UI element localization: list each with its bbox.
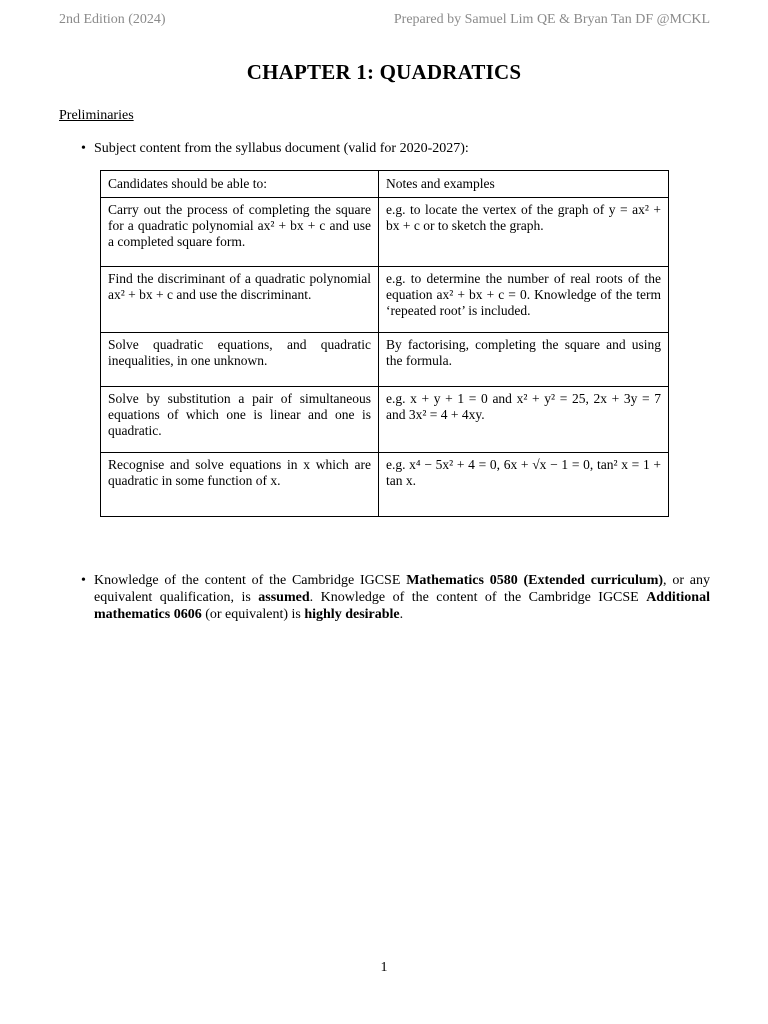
table-cell-notes: e.g. to determine the number of real roots of the equation ax² + bx + c = 0. Knowledge of the term ‘repeated root’ is included. <box>379 267 669 333</box>
table-row <box>101 453 669 517</box>
prereq-emphasis: assumed <box>258 590 310 605</box>
section-heading: Preliminaries <box>59 108 134 123</box>
table-cell-notes: e.g. to locate the vertex of the graph of y = ax² + bx + c or to sketch the graph. <box>379 198 669 267</box>
edition-header: 2nd Edition (2024) <box>59 12 166 27</box>
prereq-text: . <box>399 607 404 622</box>
table-cell-notes: By factorising, completing the square and using the formula. <box>379 333 669 387</box>
bullet-syllabus-text: Subject content from the syllabus document (valid for 2020-2027): <box>94 141 469 156</box>
table-cell-objective: Find the discriminant of a quadratic polynomial ax² + bx + c and use the discriminant. <box>101 267 379 333</box>
table-header-cell: Notes and examples <box>379 171 669 198</box>
table-header-row <box>101 171 669 198</box>
page-number: 1 <box>380 960 388 975</box>
prereq-text: (or equivalent) is <box>201 607 305 622</box>
chapter-title: CHAPTER 1: QUADRATICS <box>246 60 522 84</box>
prereq-emphasis: Mathematics 0580 (Extended curriculum) <box>406 573 664 588</box>
table-cell-objective: Solve by substitution a pair of simultaneous equations of which one is linear and one is quadratic. <box>101 387 379 453</box>
prereq-emphasis: highly desirable <box>304 607 400 622</box>
bullet-dot-icon: • <box>81 141 86 156</box>
table-header-cell: Candidates should be able to: <box>101 171 379 198</box>
table-cell-notes: e.g. x + y + 1 = 0 and x² + y² = 25, 2x + 3y = 7 and 3x² = 4 + 4xy. <box>379 387 669 453</box>
prereq-emphasis: Additional mathematics 0606 <box>94 590 710 622</box>
table-row <box>101 267 669 333</box>
table-cell-notes: e.g. x⁴ − 5x² + 4 = 0, 6x + √x − 1 = 0, tan² x = 1 + tan x. <box>379 453 669 517</box>
prereq-text: . Knowledge of the content of the Cambridge IGCSE <box>309 590 647 605</box>
table-cell-objective: Solve quadratic equations, and quadratic inequalities, in one unknown. <box>101 333 379 387</box>
syllabus-table <box>100 170 669 517</box>
bullet-syllabus <box>81 140 469 157</box>
table-row <box>101 198 669 267</box>
prereq-text: , or any equivalent qualification, is <box>94 573 710 605</box>
author-header: Prepared by Samuel Lim QE & Bryan Tan DF @MCKL <box>393 12 710 27</box>
table-row <box>101 387 669 453</box>
bullet-prerequisites <box>81 572 710 623</box>
table-cell-objective: Recognise and solve equations in x which are quadratic in some function of x. <box>101 453 379 517</box>
bullet-dot-icon: • <box>81 573 86 588</box>
table-cell-objective: Carry out the process of completing the square for a quadratic polynomial ax² + bx + c and use a completed square form. <box>101 198 379 267</box>
table-row <box>101 333 669 387</box>
prereq-text: Knowledge of the content of the Cambridge IGCSE <box>94 573 407 588</box>
